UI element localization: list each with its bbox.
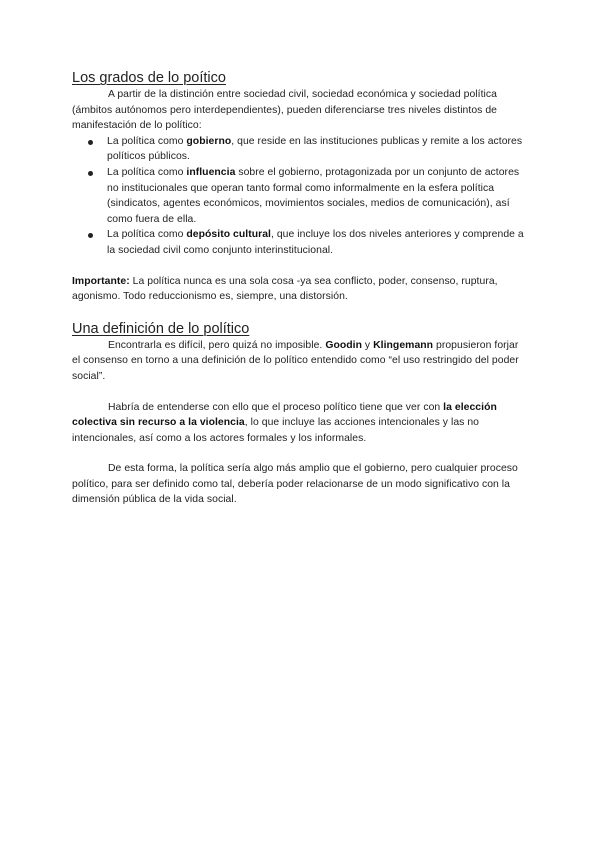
paragraph-eleccion-colectiva: Habría de entenderse con ello que el proceso político tiene que ver con la elección colectiva sin recurso a la violencia, lo que incluye las acciones intencionales y las no intencionales, así como a los actores formales y los informales.: [72, 401, 497, 444]
name-goodin: Goodin: [325, 339, 362, 351]
bullet-icon: [88, 233, 93, 238]
term-gobierno: gobierno: [186, 135, 232, 147]
list-item-influencia: La política como influencia sobre el gobierno, protagonizada por un conjunto de actores no institucionales que operan tanto formal como informalmente en la esfera política (sindicatos, agentes económicos, movimientos sociales, medios de comunicación), así como fuera de ella.: [107, 165, 528, 227]
term-influencia: influencia: [186, 166, 236, 178]
paragraph-goodin-klingemann: Encontrarla es difícil, pero quizá no imposible. Goodin y Klingemann propusieron forjar el consenso en torno a una definición de lo político entendido como “el uso restringido del poder social”.: [72, 339, 519, 382]
levels-list: [72, 134, 528, 259]
important-label: Importante:: [72, 275, 130, 287]
section-title-definicion: Una definición de lo político: [72, 320, 250, 337]
intro-paragraph: A partir de la distinción entre sociedad civil, sociedad económica y sociedad política (ámbitos autónomos pero interdependientes), pueden diferenciarse tres niveles distintos de manifestación de lo político:: [72, 89, 497, 132]
term-eleccion-colectiva: la elección colectiva sin recurso a la violencia: [72, 401, 497, 429]
bullet-icon: [88, 171, 93, 176]
term-deposito-cultural: depósito cultural: [186, 229, 271, 241]
name-klingemann: Klingemann: [373, 339, 434, 351]
paragraph-dimension-publica: De esta forma, la política sería algo más amplio que el gobierno, pero cualquier proceso político, para ser definido como tal, debería poder relacionarse de un modo significativo con la dimensión pública de la vida social.: [72, 463, 518, 506]
list-item-deposito-cultural: La política como depósito cultural, que incluye los dos niveles anteriores y comprende a la sociedad civil como conjunto interinstitucional.: [107, 227, 528, 258]
bullet-icon: [88, 140, 93, 145]
list-item-gobierno: La política como gobierno, que reside en las instituciones publicas y remite a los actores políticos públicos.: [107, 134, 528, 165]
section-title-grados: Los grados de lo poítico: [72, 70, 226, 86]
important-note: Importante: La política nunca es una sola cosa -ya sea conflicto, poder, consenso, ruptura, agonismo. Todo reduccionismo es, siempre, una distorsión.: [72, 275, 498, 303]
